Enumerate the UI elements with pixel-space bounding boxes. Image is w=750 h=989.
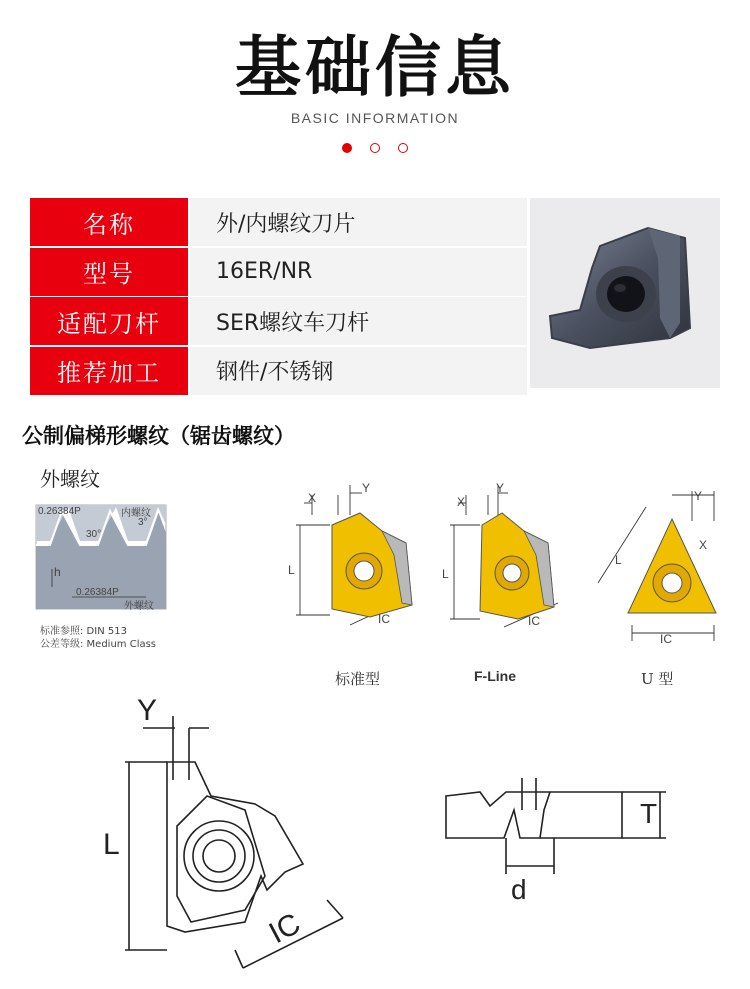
indicator-dots bbox=[0, 143, 750, 153]
indicator-dot bbox=[398, 143, 408, 153]
info-value: 外/内螺纹刀片 bbox=[190, 198, 527, 246]
profile-top-dim: 0.26384P bbox=[38, 506, 81, 517]
page-subtitle: BASIC INFORMATION bbox=[290, 110, 460, 126]
info-table bbox=[30, 198, 527, 396]
indicator-dot-active bbox=[342, 143, 352, 153]
info-row-name bbox=[30, 198, 527, 246]
page-title: 基础信息 bbox=[235, 29, 515, 106]
product-photo bbox=[530, 198, 720, 388]
side-view-drawing bbox=[440, 770, 680, 920]
large-l-label: L bbox=[103, 828, 120, 861]
profile-height-label: h bbox=[54, 565, 61, 579]
std-l-label: L bbox=[288, 563, 295, 577]
info-value: 钢件/不锈钢 bbox=[190, 347, 527, 395]
large-ic-label: IC bbox=[263, 906, 306, 951]
insert-fline-drawing bbox=[440, 485, 570, 645]
info-label: 型号 bbox=[30, 248, 188, 296]
caption-fline: F-Line bbox=[474, 668, 516, 684]
profile-standard: 标准参照: DIN 513 bbox=[40, 626, 127, 637]
fline-x-label: X bbox=[457, 495, 466, 509]
fline-l-label: L bbox=[442, 567, 449, 581]
profile-title: 外螺纹 bbox=[40, 467, 100, 491]
section-title: 公制偏梯形螺纹（锯齿螺纹） bbox=[22, 424, 295, 448]
profile-inner-label: 内螺纹 bbox=[121, 508, 151, 519]
std-x-label: X bbox=[308, 491, 317, 505]
info-label: 适配刀杆 bbox=[30, 297, 188, 345]
side-d-label: d bbox=[511, 874, 527, 905]
side-t-label: T bbox=[640, 798, 658, 829]
indicator-dot bbox=[370, 143, 380, 153]
caption-standard: 标准型 bbox=[335, 670, 381, 688]
profile-angle1: 30° bbox=[86, 529, 102, 540]
profile-angle2: 3° bbox=[138, 517, 148, 528]
u-l-label: L bbox=[615, 553, 622, 567]
insert-photo-graphic bbox=[530, 198, 720, 388]
profile-outer-label: 外螺纹 bbox=[124, 601, 154, 612]
info-row-application bbox=[30, 347, 527, 395]
u-x-label: X bbox=[699, 538, 708, 552]
insert-standard-drawing bbox=[290, 485, 420, 645]
u-y-label: Y bbox=[694, 489, 703, 503]
fline-ic-label: IC bbox=[528, 614, 540, 628]
large-insert-drawing bbox=[95, 700, 365, 985]
std-y-label: Y bbox=[362, 481, 371, 495]
fline-y-label: Y bbox=[496, 481, 505, 495]
profile-tolerance: 公差等级: Medium Class bbox=[40, 639, 157, 650]
info-row-model bbox=[30, 248, 527, 296]
info-label: 名称 bbox=[30, 198, 188, 246]
std-ic-label: IC bbox=[378, 612, 390, 626]
caption-u: U 型 bbox=[641, 670, 674, 688]
info-label: 推荐加工 bbox=[30, 347, 188, 395]
profile-bottom-dim: 0.26384P bbox=[76, 587, 119, 598]
large-y-label: Y bbox=[137, 694, 158, 727]
info-value: 16ER/NR bbox=[190, 248, 527, 296]
info-row-holder bbox=[30, 297, 527, 345]
insert-u-drawing bbox=[592, 485, 732, 645]
info-value: SER螺纹车刀杆 bbox=[190, 297, 527, 345]
u-ic-label: IC bbox=[660, 632, 672, 646]
